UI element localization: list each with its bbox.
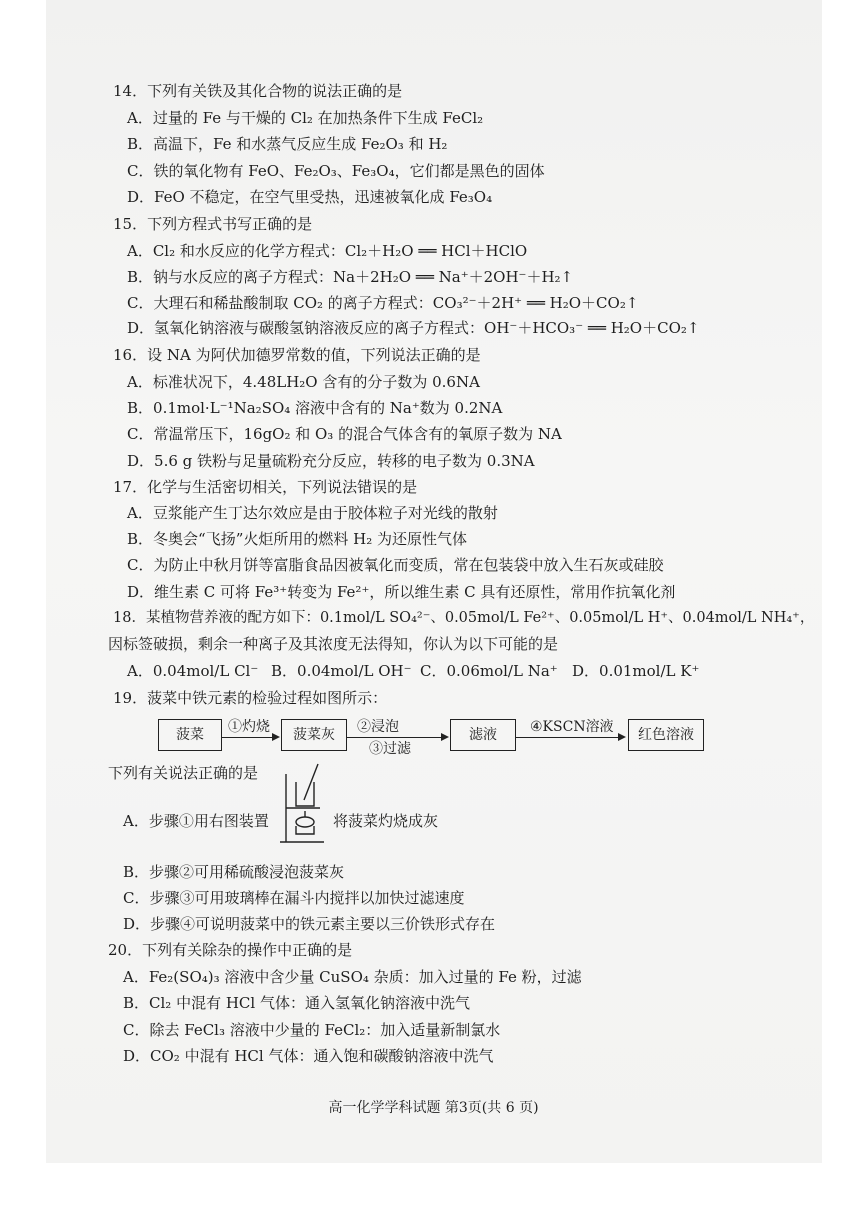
glass-rod (304, 764, 318, 800)
page-footer: 高一化学学科试题 第3页(共 6 页) (328, 1100, 539, 1116)
question-15-option-b: B．钠与水反应的离子方程式：Na＋2H₂O ══ Na⁺＋2OH⁻＋H₂↑ (127, 268, 574, 286)
question-16-option-b: B．0.1mol·L⁻¹Na₂SO₄ 溶液中含有的 Na⁺数为 0.2NA (127, 399, 503, 417)
beaker-burner-apparatus-figure (278, 760, 328, 850)
question-20-stem: 20．下列有关除杂的操作中正确的是 (108, 941, 353, 959)
question-15-stem: 15．下列方程式书写正确的是 (113, 215, 313, 233)
question-19-stem: 19．菠菜中铁元素的检验过程如图所示： (113, 689, 388, 707)
beaker (296, 782, 314, 806)
question-17-option-d: D．维生素 C 可将 Fe³⁺转变为 Fe²⁺，所以维生素 C 具有还原性，常用作抗氧化剂 (127, 583, 676, 601)
flow-arrow-1 (222, 737, 278, 738)
question-20-option-c: C．除去 FeCl₃ 溶液中少量的 FeCl₂：加入适量新制氯水 (123, 1021, 501, 1039)
alcohol-lamp (296, 817, 314, 827)
question-19-option-b: B．步骤②可用稀硫酸浸泡菠菜灰 (123, 863, 345, 881)
question-19-option-d: D．步骤④可说明菠菜中的铁元素主要以三价铁形式存在 (123, 915, 496, 933)
question-18-option-d: D．0.01mol/L K⁺ (572, 662, 700, 680)
question-18-option-a: A．0.04mol/L Cl⁻ (127, 662, 259, 680)
flow-box-spinach: 菠菜 (158, 719, 222, 751)
question-15-option-a: A．Cl₂ 和水反应的化学方程式：Cl₂＋H₂O ══ HCl＋HClO (127, 242, 528, 260)
question-14-option-b: B．高温下，Fe 和水蒸气反应生成 Fe₂O₃ 和 H₂ (127, 135, 448, 153)
flow-box-spinach-ash: 菠菜灰 (281, 719, 347, 751)
flow-box-filtrate: 滤液 (450, 719, 516, 751)
flow-step-4-label: ④KSCN溶液 (530, 719, 614, 735)
question-20-option-d: D．CO₂ 中混有 HCl 气体：通入饱和碳酸钠溶液中洗气 (123, 1047, 494, 1065)
flow-step-2-label: ②浸泡 (357, 719, 399, 735)
question-19-option-a-part1: A．步骤①用右图装置 (123, 812, 269, 830)
question-18-stem: 18．某植物营养液的配方如下：0.1mol/L SO₄²⁻、0.05mol/L Fe²⁺、0.05mol/L H⁺、0.04mol/L NH₄⁺， (113, 610, 815, 626)
question-16-stem: 16．设 NA 为阿伏加德罗常数的值，下列说法正确的是 (113, 346, 481, 364)
question-14-option-a: A．过量的 Fe 与干燥的 Cl₂ 在加热条件下生成 FeCl₂ (127, 109, 484, 127)
flow-step-1-label: ①灼烧 (228, 719, 270, 735)
question-20-option-b: B．Cl₂ 中混有 HCl 气体：通入氢氧化钠溶液中洗气 (123, 994, 470, 1012)
question-17-option-a: A．豆浆能产生丁达尔效应是由于胶体粒子对光线的散射 (127, 504, 498, 522)
question-15-option-d: D．氢氧化钠溶液与碳酸氢钠溶液反应的离子方程式：OH⁻＋HCO₃⁻ ══ H₂O＋CO₂↑ (127, 319, 700, 337)
flow-arrow-3 (516, 737, 624, 738)
question-17-option-b: B．冬奥会“飞扬”火炬所用的燃料 H₂ 为还原性气体 (127, 530, 467, 548)
question-19-option-c: C．步骤③可用玻璃棒在漏斗内搅拌以加快过滤速度 (123, 889, 465, 907)
question-20-option-a: A．Fe₂(SO₄)₃ 溶液中含少量 CuSO₄ 杂质：加入过量的 Fe 粉，过滤 (123, 968, 582, 986)
question-18-option-b: B．0.04mol/L OH⁻ (271, 662, 412, 680)
question-15-option-c: C．大理石和稀盐酸制取 CO₂ 的离子方程式：CO₃²⁻＋2H⁺ ══ H₂O＋CO₂↑ (127, 294, 639, 312)
flow-arrow-2 (347, 737, 447, 738)
question-16-option-d: D．5.6 g 铁粉与足量硫粉充分反应，转移的电子数为 0.3NA (127, 452, 535, 470)
question-19-option-a-part2: 将菠菜灼烧成灰 (333, 812, 439, 830)
flow-box-red-solution: 红色溶液 (628, 719, 704, 751)
question-16-option-a: A．标准状况下，4.48LH₂O 含有的分子数为 0.6NA (127, 373, 480, 391)
question-17-stem: 17．化学与生活密切相关，下列说法错误的是 (113, 478, 418, 496)
question-14-stem: 14．下列有关铁及其化合物的说法正确的是 (113, 82, 403, 100)
question-17-option-c: C．为防止中秋月饼等富脂食品因被氧化而变质，常在包装袋中放入生石灰或硅胶 (127, 556, 664, 574)
question-14-option-d: D．FeO 不稳定，在空气里受热，迅速被氧化成 Fe₃O₄ (127, 188, 493, 206)
question-14-option-c: C．铁的氧化物有 FeO、Fe₂O₃、Fe₃O₄，它们都是黑色的固体 (127, 162, 545, 180)
question-18-stem-continued: 因标签破损，剩余一种离子及其浓度无法得知，你认为以下可能的是 (108, 635, 559, 653)
question-16-option-c: C．常温常压下，16gO₂ 和 O₃ 的混合气体含有的氧原子数为 NA (127, 425, 562, 443)
flow-step-3-label: ③过滤 (369, 741, 411, 757)
question-19-subquestion: 下列有关说法正确的是 (108, 764, 259, 782)
question-18-option-c: C．0.06mol/L Na⁺ (420, 662, 558, 680)
